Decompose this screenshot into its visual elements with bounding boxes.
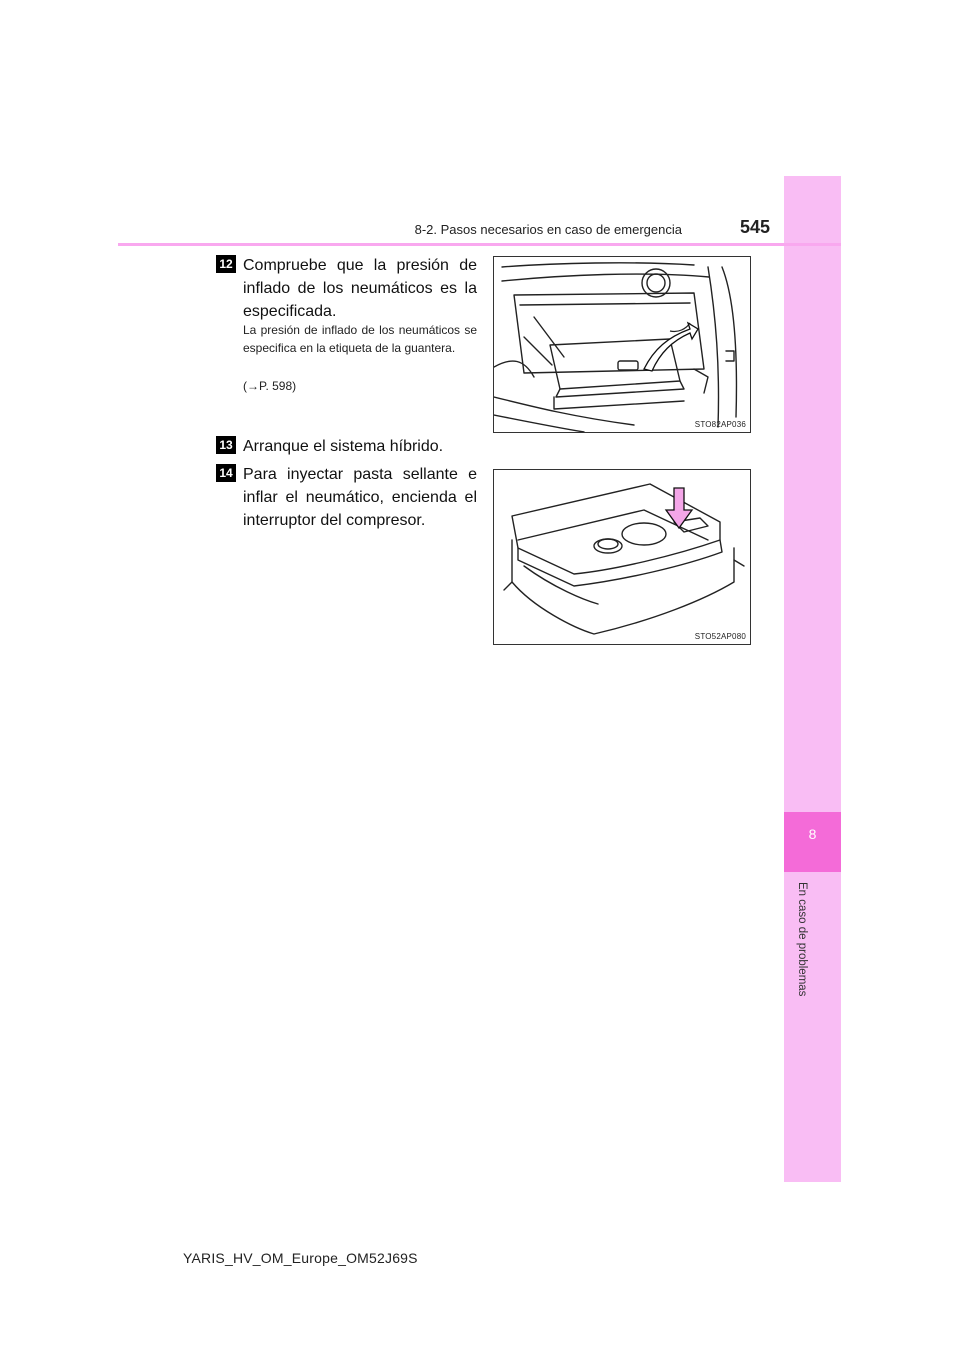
step-note-12: La presión de inflado de los neumáticos se especifica en la etiqueta de la guantera. — [243, 323, 477, 355]
figure-code-1: STO82AP036 — [694, 420, 746, 429]
step-badge-14: 14 — [216, 464, 236, 482]
chapter-title: En caso de problemas — [796, 882, 808, 997]
step-text-12: Compruebe que la presión de inflado de los neumáticos es la especificada. — [243, 257, 477, 320]
step-badge-13: 13 — [216, 436, 236, 454]
step-text-14: Para inyectar pasta sellante e inflar el neumático, encienda el interruptor del compresor. — [243, 466, 477, 529]
footer-document-id: YARIS_HV_OM_Europe_OM52J69S — [183, 1250, 418, 1266]
step-badge-12: 12 — [216, 255, 236, 273]
step-text-13: Arranque el sistema híbrido. — [243, 438, 444, 455]
figure-code-2: STO52AP080 — [694, 632, 746, 641]
step-ref-12: (→P. 598) — [243, 379, 297, 393]
page-number: 545 — [740, 217, 771, 237]
section-title: 8-2. Pasos necesarios en caso de emergencia — [414, 222, 682, 237]
chapter-number: 8 — [808, 826, 817, 842]
chapter-tab-active — [784, 812, 841, 872]
figure-compressor — [493, 469, 751, 645]
header-rule — [118, 243, 841, 246]
figure-glove-box — [493, 256, 751, 433]
compressor-switch-illustration — [494, 470, 750, 644]
glove-box-illustration — [494, 257, 750, 432]
chapter-side-tab — [784, 176, 841, 1182]
